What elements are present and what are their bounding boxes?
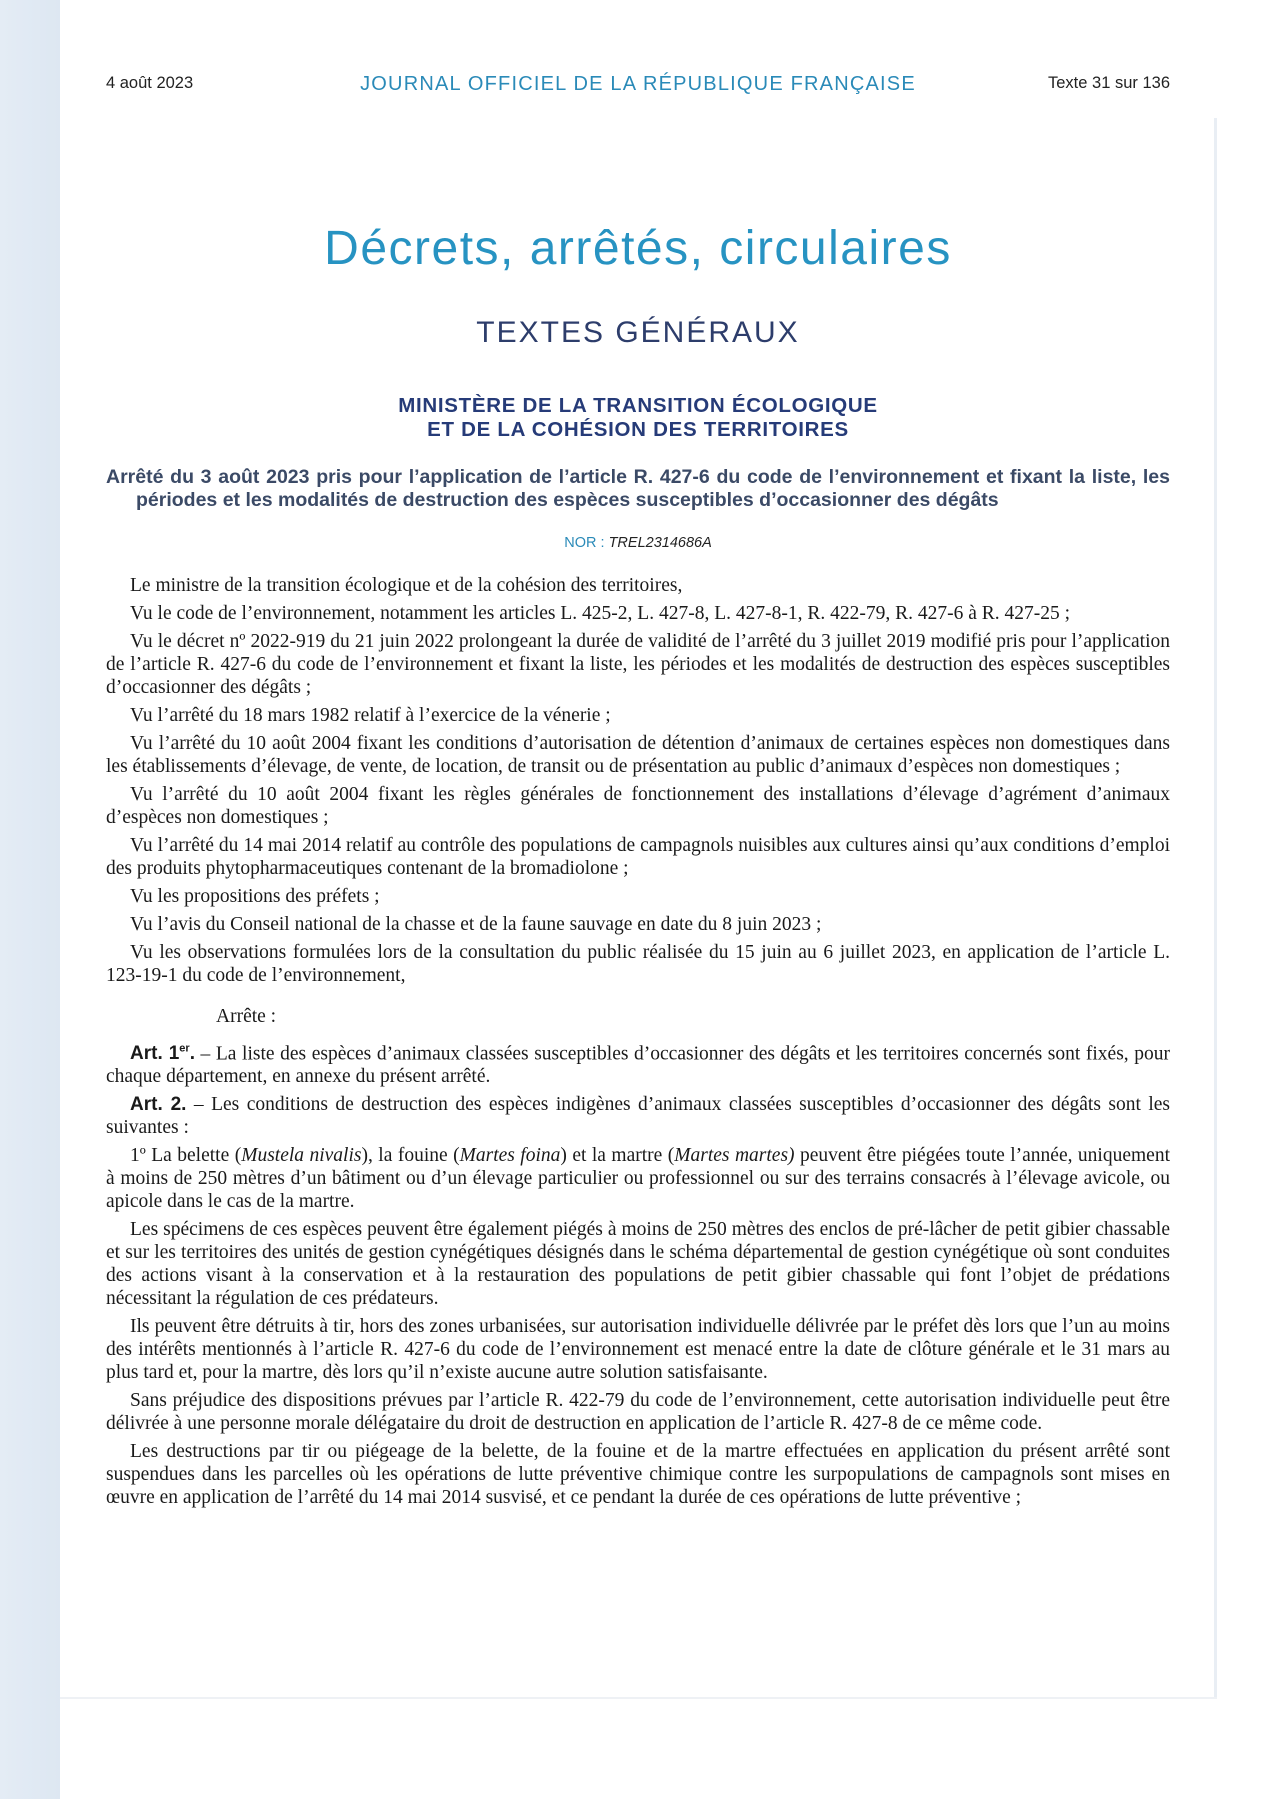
nor-reference bbox=[106, 535, 1170, 551]
ministry-heading bbox=[106, 394, 1170, 442]
visa-paragraph: Vu l’arrêté du 14 mai 2014 relatif au contrôle des populations de campagnols nuisibles aux cultures ainsi qu’aux conditions d’emploi des produits phytopharmaceutiques contenant de la bromadiolone ; bbox=[106, 835, 1170, 879]
article-2-paragraph: Les destructions par tir ou piégeage de la belette, de la fouine et de la martre effectuées en application du présent arrêté sont suspendues dans les parcelles où les opérations de lutte préventive chimique contre les surpopulations de campagnols sont mises en œuvre en application de l’arrêté du 14 mai 2014 susvisé, et ce pendant la durée de ces opérations de lutte préventive ; bbox=[106, 1441, 1170, 1509]
arrete-title: Arrêté du 3 août 2023 pris pour l’application de l’article R. 427-6 du code de l’environnement et fixant la liste, les périodes et les modalités de destruction des espèces susceptibles d’occasionner des dégâts bbox=[106, 466, 1170, 511]
article-2-paragraph: Les spécimens de ces espèces peuvent être également piégés à moins de 250 mètres des enclos de pré-lâcher de petit gibier chassable et sur les territoires des unités de gestion cynégétiques désignés dans le schéma départemental de gestion cynégétique où sont conduites des actions visant à la conservation et à la restauration des populations de petit gibier chassable qui font l’objet de prédations nécessitant la régulation de ces prédateurs. bbox=[106, 1219, 1170, 1310]
page-margin-band bbox=[0, 0, 60, 1799]
visa-paragraph: Vu les propositions des préfets ; bbox=[130, 886, 380, 907]
header-date: 4 août 2023 bbox=[106, 74, 194, 92]
visa-paragraph: Le ministre de la transition écologique et de la cohésion des territoires, bbox=[130, 575, 683, 596]
species-name: Mustela nivalis bbox=[241, 1145, 362, 1167]
article-2-text: – Les conditions de destruction des espèces indigènes d’animaux classées susceptibles d’occasionner des dégâts sont les suivantes : bbox=[106, 1094, 1170, 1139]
species-name: Martes foina bbox=[459, 1145, 561, 1167]
header-journal-title: JOURNAL OFFICIEL DE LA RÉPUBLIQUE FRANÇAISE bbox=[360, 73, 916, 95]
ministry-line-1: MINISTÈRE DE LA TRANSITION ÉCOLOGIQUE bbox=[398, 394, 878, 417]
article-2-label: Art. 2. bbox=[130, 1094, 187, 1116]
page-header bbox=[106, 74, 1170, 98]
document-page bbox=[106, 74, 1170, 1514]
arrete-word: Arrête : bbox=[216, 1006, 277, 1027]
nor-label: NOR : bbox=[564, 535, 609, 551]
article-1-text: – La liste des espèces d’animaux classées susceptibles d’occasionner des dégâts et les territoires concernés sont fixés, pour chaque département, en annexe du présent arrêté. bbox=[106, 1043, 1170, 1088]
species-name: Martes martes) bbox=[674, 1145, 795, 1167]
visa-paragraph: Vu l’arrêté du 10 août 2004 fixant les règles générales de fonctionnement des installations d’élevage d’agrément d’animaux d’espèces non domestiques ; bbox=[106, 784, 1170, 828]
nor-code: TREL2314686A bbox=[608, 535, 712, 551]
rubrique-title: Décrets, arrêtés, circulaires bbox=[324, 222, 952, 275]
ministry-line-2: ET DE LA COHÉSION DES TERRITOIRES bbox=[427, 418, 849, 441]
page-bottom-rule bbox=[60, 1697, 1217, 1699]
article-2-paragraph: Ils peuvent être détruits à tir, hors des zones urbanisées, sur autorisation individuelle délivrée par le préfet dès lors que l’un au moins des intérêts mentionnés à l’article R. 427-6 du code de l’environnement est menacé entre la date de clôture générale et le 31 mars au plus tard et, pour la martre, dès lors qu’il n’existe aucune autre solution satisfaisante. bbox=[106, 1316, 1170, 1384]
article-1-label: Art. 1er. bbox=[130, 1043, 195, 1065]
document-body bbox=[106, 574, 1170, 1509]
visa-paragraph: Vu le décret nº 2022-919 du 21 juin 2022 prolongeant la durée de validité de l’arrêté du 3 juillet 2019 modifié pris pour l’application de l’article R. 427-6 du code de l’environnement et fixant la liste, les périodes et les modalités de destruction des espèces susceptibles d’occasionner des dégâts ; bbox=[106, 631, 1170, 698]
visa-paragraph: Vu l’avis du Conseil national de la chasse et de la faune sauvage en date du 8 juin 2023 ; bbox=[130, 914, 822, 935]
header-text-number: Texte 31 sur 136 bbox=[1048, 74, 1170, 92]
page-edge-rule bbox=[1214, 118, 1217, 1698]
visa-paragraph: Vu l’arrêté du 10 août 2004 fixant les conditions d’autorisation de détention d’animaux de certaines espèces non domestiques dans les établissements d’élevage, de vente, de location, de transit ou de présentation au public d’animaux d’espèces non domestiques ; bbox=[106, 733, 1170, 777]
section-title: TEXTES GÉNÉRAUX bbox=[476, 316, 800, 349]
article-1 bbox=[106, 1038, 1170, 1088]
article-2-item-1: 1º La belette (Mustela nivalis), la fouine (Martes foina) et la martre (Martes martes) peuvent être piégées toute l’année, uniquement à moins de 250 mètres d’un bâtiment ou d’un élevage particulier ou professionnel ou sur des terrains consacrés à l’élevage avicole, ou apicole dans le cas de la martre. bbox=[106, 1145, 1170, 1213]
visa-paragraph: Vu les observations formulées lors de la consultation du public réalisée du 15 juin au 6 juillet 2023, en application de l’article L. 123-19-1 du code de l’environnement, bbox=[106, 942, 1170, 986]
visa-paragraph: Vu le code de l’environnement, notamment les articles L. 425-2, L. 427-8, L. 427-8-1, R. 422-79, R. 427-6 à R. 427-25 ; bbox=[130, 603, 1071, 624]
visa-paragraph: Vu l’arrêté du 18 mars 1982 relatif à l’exercice de la vénerie ; bbox=[130, 705, 611, 726]
article-2-paragraph: Sans préjudice des dispositions prévues par l’article R. 422-79 du code de l’environnement, cette autorisation individuelle peut être délivrée à une personne morale délégataire du droit de destruction en application de l’article R. 427-8 de ce même code. bbox=[106, 1390, 1170, 1435]
article-2 bbox=[106, 1093, 1170, 1139]
